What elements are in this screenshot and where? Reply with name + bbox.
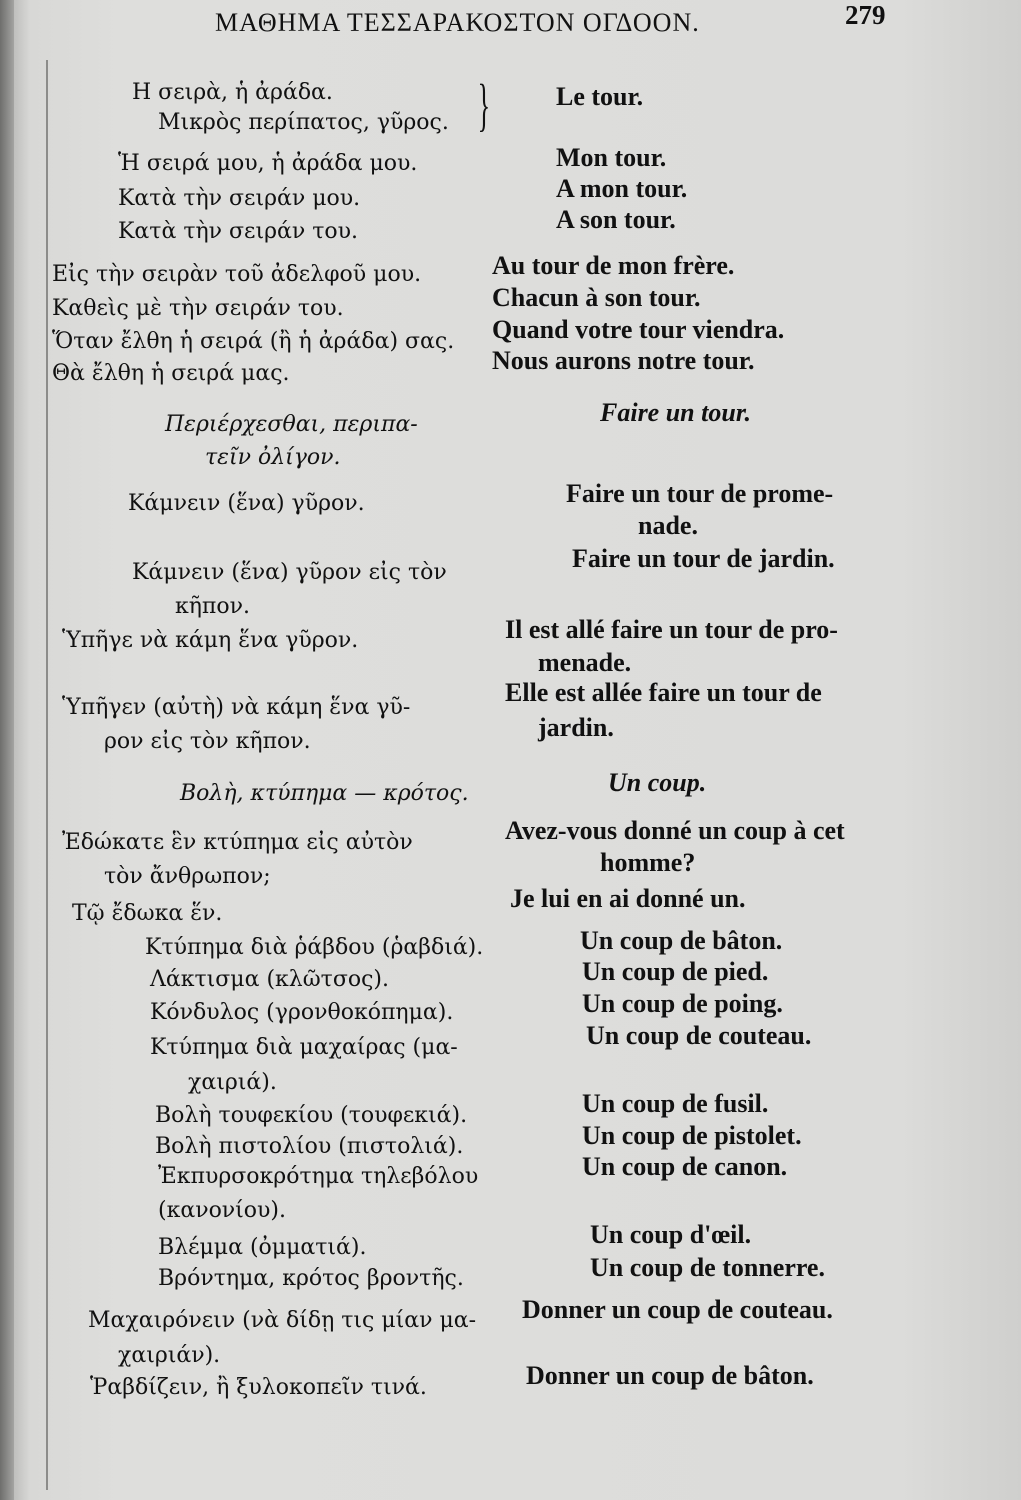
greek-entry: Η σειρὰ, ἡ ἀράδα. xyxy=(132,80,333,105)
french-entry: Un coup d'œil. xyxy=(590,1220,752,1249)
greek-entry: Κάμνειν (ἕνα) γῦρον. xyxy=(128,491,365,516)
greek-entry: Βολὴ τουφεκίου (τουφεκιά). xyxy=(155,1103,468,1128)
french-entry: Un coup de bâton. xyxy=(580,926,783,955)
french-entry: Donner un coup de bâton. xyxy=(526,1361,814,1390)
greek-entry: Ἐδώκατε ἓν κτύπημα εἰς αὐτὸν xyxy=(62,830,413,855)
french-entry: A mon tour. xyxy=(556,174,688,203)
french-entry: Faire un tour de prome- xyxy=(566,479,834,508)
french-entry: Il est allé faire un tour de pro- xyxy=(505,615,838,644)
greek-entry: Κατὰ τὴν σειράν του. xyxy=(118,219,359,244)
french-entry: Un coup de tonnerre. xyxy=(590,1253,825,1282)
french-heading: Un coup. xyxy=(608,768,707,797)
french-entry: Un coup de pistolet. xyxy=(582,1121,802,1150)
greek-heading: Περιέρχεσθαι, περιπα- xyxy=(165,412,418,437)
greek-entry: Τῷ ἔδωκα ἕν. xyxy=(72,901,223,926)
french-entry: menade. xyxy=(538,648,632,677)
french-entry: Mon tour. xyxy=(556,143,667,172)
greek-entry: Ὑπῆγε νὰ κάμη ἕνα γῦρον. xyxy=(62,628,359,653)
french-entry: Faire un tour de jardin. xyxy=(572,544,835,573)
french-entry: Chacun à son tour. xyxy=(492,283,701,312)
greek-entry: κῆπον. xyxy=(175,594,251,619)
greek-heading: τεῖν ὀλίγον. xyxy=(205,445,341,470)
french-entry: Le tour. xyxy=(556,82,644,111)
french-entry: Nous aurons notre tour. xyxy=(492,346,755,375)
greek-entry: Βολὴ πιστολίου (πιστολιά). xyxy=(155,1134,464,1159)
greek-entry: Κτύπημα διὰ μαχαίρας (μα- xyxy=(150,1035,458,1060)
greek-entry: ρον εἰς τὸν κῆπον. xyxy=(104,729,311,754)
greek-entry: Ῥαβδίζειν, ἢ ξυλοκοπεῖν τινά. xyxy=(90,1375,427,1400)
french-entry: Quand votre tour viendra. xyxy=(492,315,785,344)
greek-entry: Καθεὶς μὲ τὴν σειράν του. xyxy=(52,296,344,321)
greek-entry: τὸν ἄνθρωπον; xyxy=(104,864,271,889)
french-entry: nade. xyxy=(638,511,698,540)
french-entry: Je lui en ai donné un. xyxy=(510,884,746,913)
french-entry: Au tour de mon frère. xyxy=(492,251,735,280)
greek-entry: χαιριά). xyxy=(188,1070,277,1095)
greek-entry: Κτύπημα διὰ ῥάβδου (ῥαβδιά). xyxy=(145,935,484,960)
french-entry: Un coup de pied. xyxy=(582,957,769,986)
french-entry: homme? xyxy=(600,848,696,877)
french-entry: Elle est allée faire un tour de xyxy=(505,678,822,707)
greek-heading: Βολὴ, κτύπημα — κρότος. xyxy=(180,781,469,806)
french-entry: Un coup de canon. xyxy=(582,1152,788,1181)
greek-entry: Ἡ σειρά μου, ἡ ἀράδα μου. xyxy=(118,151,418,176)
greek-entry: Ὑπῆγεν (αὐτὴ) νὰ κάμη ἕνα γῦ- xyxy=(62,695,411,720)
book-binding xyxy=(0,0,14,1500)
greek-entry: Κατὰ τὴν σειράν μου. xyxy=(118,186,361,211)
greek-entry: Ἐκπυρσοκρότημα τηλεβόλου xyxy=(158,1164,479,1189)
greek-entry: Μικρὸς περίπατος, γῦρος. xyxy=(158,110,449,135)
greek-entry: Βρόντημα, κρότος βροντῆς. xyxy=(158,1266,464,1291)
greek-entry: Κόνδυλος (γρονθοκόπημα). xyxy=(150,1000,454,1025)
french-entry: Un coup de fusil. xyxy=(582,1089,769,1118)
french-entry: A son tour. xyxy=(556,205,676,234)
greek-entry: Κάμνειν (ἕνα) γῦρον εἰς τὸν xyxy=(132,560,447,585)
french-entry: Un coup de couteau. xyxy=(586,1021,812,1050)
greek-entry: Θὰ ἔλθη ἡ σειρά μας. xyxy=(52,361,290,386)
grouping-brace: } xyxy=(477,72,491,137)
french-entry: Donner un coup de couteau. xyxy=(522,1295,833,1324)
french-heading: Faire un tour. xyxy=(600,398,752,427)
greek-entry: Ὅταν ἔλθη ἡ σειρά (ἢ ἡ ἀράδα) σας. xyxy=(52,329,455,354)
greek-entry: Βλέμμα (ὀμματιά). xyxy=(158,1235,367,1260)
greek-entry: Λάκτισμα (κλῶτσος). xyxy=(150,967,390,992)
greek-entry: Μαχαιρόνειν (νὰ δίδῃ τις μίαν μα- xyxy=(88,1308,477,1333)
french-entry: Un coup de poing. xyxy=(582,989,783,1018)
page-number: 279 xyxy=(845,0,886,30)
lesson-title: ΜΑΘΗΜΑ ΤΕΣΣΑΡΑΚΟΣΤΟΝ ΟΓΔΟΟΝ. xyxy=(215,8,700,37)
page-margin-line xyxy=(46,60,48,1490)
french-entry: jardin. xyxy=(538,713,614,742)
greek-entry: χαιριάν). xyxy=(118,1343,221,1368)
french-entry: Avez-vous donné un coup à cet xyxy=(505,816,845,845)
greek-entry: Εἰς τὴν σειρὰν τοῦ ἀδελφοῦ μου. xyxy=(52,262,422,287)
greek-entry: (κανονίου). xyxy=(158,1198,287,1223)
